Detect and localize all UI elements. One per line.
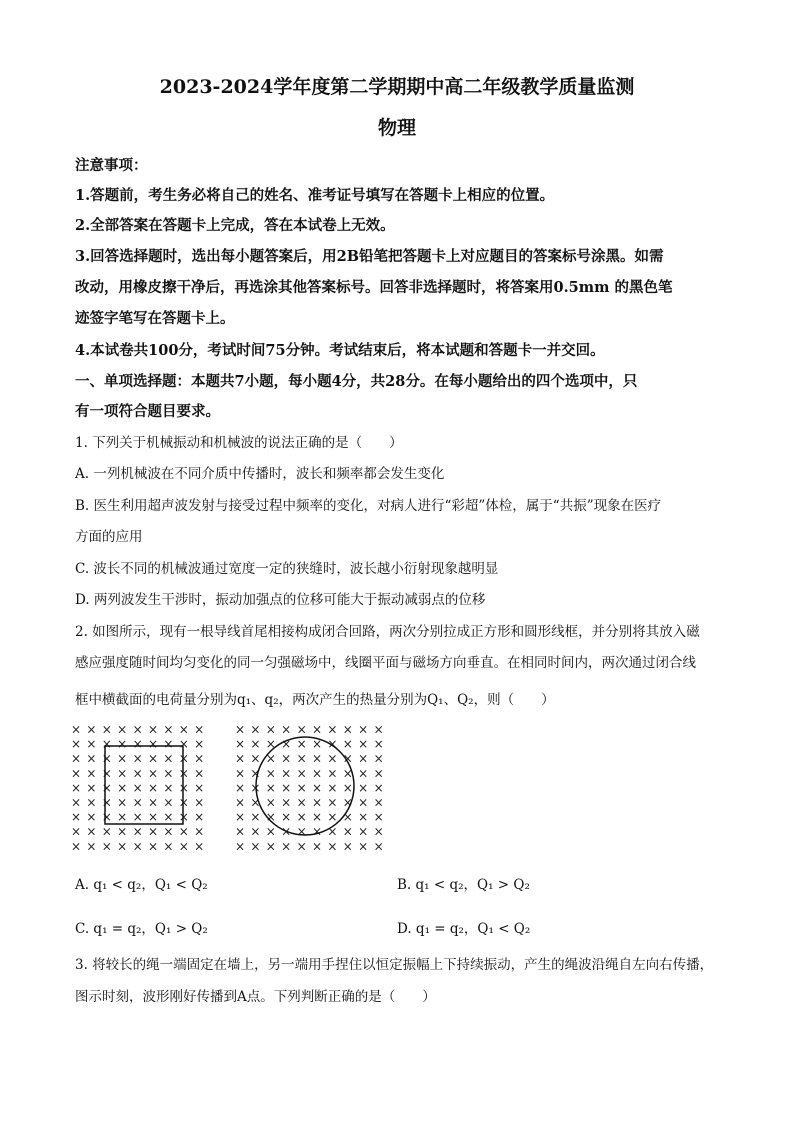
field-x-marker: × [178, 766, 189, 781]
field-x-marker: × [70, 737, 82, 752]
field-x-marker: × [265, 780, 276, 795]
field-x-marker: × [86, 839, 97, 854]
field-x-marker: × [281, 722, 292, 737]
field-x-marker: × [101, 737, 112, 752]
field-x-marker: × [373, 722, 384, 737]
field-x-marker: × [86, 780, 97, 795]
field-x-marker: × [358, 795, 369, 810]
field-x-marker: × [117, 839, 128, 854]
field-x-marker: × [178, 751, 189, 766]
field-x-marker: × [311, 824, 323, 839]
field-x-marker: × [373, 795, 384, 810]
field-x-marker: × [178, 780, 189, 795]
field-x-marker: × [117, 810, 128, 825]
field-x-marker: × [178, 722, 189, 737]
field-x-marker: × [86, 810, 97, 825]
field-x-marker: × [178, 824, 189, 839]
field-x-marker: × [178, 737, 189, 752]
q2-option-a: A. q₁ < q₂，Q₁ < Q₂ [75, 877, 208, 893]
field-x-marker: × [194, 737, 205, 752]
notice-item: 3.回答选择题时，选出每小题答案后，用2B铅笔把答题卡上对应题目的答案标号涂黑。如需 [75, 248, 664, 265]
field-x-marker: × [265, 766, 276, 781]
q1-stem: 1. 下列关于机械振动和机械波的说法正确的是（ ） [75, 435, 403, 451]
field-x-marker: × [194, 722, 205, 737]
field-x-marker: × [358, 839, 369, 854]
field-x-marker: × [311, 722, 323, 737]
field-x-marker: × [234, 824, 246, 839]
field-x-marker: × [327, 780, 338, 795]
magnetic-field-figure [66, 718, 386, 858]
field-x-marker: × [342, 722, 353, 737]
field-x-marker: × [163, 839, 174, 854]
field-x-marker: × [70, 795, 82, 810]
field-x-marker: × [342, 751, 353, 766]
q3-stem-cont: 图示时刻，波形刚好传播到A点。下列判断正确的是（ ） [75, 989, 436, 1005]
field-x-marker: × [70, 824, 82, 839]
q1-option-d: D. 两列波发生干涉时，振动加强点的位移可能大于振动减弱点的位移 [75, 592, 486, 608]
field-x-marker: × [281, 737, 292, 752]
field-x-marker: × [327, 839, 338, 854]
field-x-marker: × [147, 722, 159, 737]
field-x-marker: × [250, 810, 261, 825]
field-x-marker: × [342, 737, 353, 752]
field-x-marker: × [296, 722, 307, 737]
field-x-marker: × [311, 795, 323, 810]
field-x-marker: × [296, 810, 307, 825]
field-x-marker: × [234, 737, 246, 752]
field-x-marker: × [70, 751, 82, 766]
field-x-marker: × [250, 737, 261, 752]
field-x-marker: × [234, 751, 246, 766]
field-x-marker: × [101, 824, 112, 839]
field-x-marker: × [117, 766, 128, 781]
field-x-marker: × [234, 810, 246, 825]
field-x-marker: × [86, 737, 97, 752]
field-x-marker: × [86, 795, 97, 810]
field-x-marker: × [117, 780, 128, 795]
field-x-marker: × [265, 722, 276, 737]
field-x-marker: × [163, 737, 174, 752]
q2-stem: 2. 如图所示，现有一根导线首尾相接构成闭合回路，两次分别拉成正方形和圆形线框，并分别将其放入磁 [75, 624, 700, 640]
field-x-marker: × [296, 839, 307, 854]
field-x-marker: × [147, 810, 159, 825]
field-x-marker: × [70, 810, 82, 825]
q2-stem-cont: 感应强度随时间均匀变化的同一匀强磁场中，线圈平面与磁场方向垂直。在相同时间内，两次通过闭合线 [75, 655, 696, 671]
q1-option-b-cont: 方面的应用 [75, 529, 143, 545]
field-x-marker: × [281, 766, 292, 781]
field-x-marker: × [101, 839, 112, 854]
field-x-marker: × [132, 780, 143, 795]
field-x-marker: × [311, 839, 323, 854]
field-x-marker: × [327, 722, 338, 737]
field-x-marker: × [296, 766, 307, 781]
field-x-marker: × [296, 795, 307, 810]
field-x-marker: × [327, 737, 338, 752]
q2-option-b: B. q₁ < q₂，Q₁ > Q₂ [397, 877, 530, 893]
field-x-marker: × [342, 824, 353, 839]
field-x-marker: × [296, 751, 307, 766]
field-x-marker: × [194, 795, 205, 810]
notice-item: 1.答题前，考生务必将自己的姓名、准考证号填写在答题卡上相应的位置。 [75, 187, 555, 204]
field-x-marker: × [327, 766, 338, 781]
field-x-marker: × [311, 751, 323, 766]
field-x-marker: × [86, 766, 97, 781]
exam-title: 2023-2024学年度第二学期期中高二年级教学质量监测 [159, 76, 635, 98]
field-x-marker: × [311, 780, 323, 795]
field-x-marker: × [296, 737, 307, 752]
field-x-marker: × [86, 751, 97, 766]
field-x-marker: × [194, 810, 205, 825]
field-x-marker: × [117, 751, 128, 766]
field-x-marker: × [250, 751, 261, 766]
field-x-marker: × [250, 839, 261, 854]
q1-option-a: A. 一列机械波在不同介质中传播时，波长和频率都会发生变化 [75, 466, 445, 482]
field-x-marker: × [311, 737, 323, 752]
field-x-marker: × [281, 780, 292, 795]
field-x-marker: × [178, 810, 189, 825]
field-x-marker: × [117, 824, 128, 839]
section-heading: 一、单项选择题：本题共7小题，每小题4分，共28分。在每小题给出的四个选项中，只 [75, 373, 638, 390]
field-x-marker: × [147, 795, 159, 810]
field-x-marker: × [70, 722, 82, 737]
q3-stem: 3. 将较长的绳一端固定在墙上，另一端用手捏住以恒定振幅上下持续振动，产生的绳波沿绳自左向右传播， [75, 957, 714, 973]
field-x-marker: × [373, 751, 384, 766]
field-x-marker: × [250, 795, 261, 810]
field-x-marker: × [101, 795, 112, 810]
field-x-marker: × [117, 722, 128, 737]
field-x-marker: × [163, 824, 174, 839]
field-x-marker: × [132, 751, 143, 766]
field-x-marker: × [234, 795, 246, 810]
field-x-marker: × [70, 780, 82, 795]
field-x-marker: × [178, 839, 189, 854]
field-x-marker: × [101, 722, 112, 737]
field-x-marker: × [281, 810, 292, 825]
field-x-marker: × [327, 751, 338, 766]
section-heading-cont: 有一项符合题目要求。 [75, 403, 220, 420]
field-x-marker: × [234, 839, 246, 854]
field-x-marker: × [358, 722, 369, 737]
field-x-marker: × [234, 722, 246, 737]
field-x-marker: × [163, 722, 174, 737]
field-x-marker: × [101, 751, 112, 766]
field-x-marker: × [342, 810, 353, 825]
field-x-marker: × [342, 795, 353, 810]
field-x-marker: × [194, 766, 205, 781]
q1-option-c: C. 波长不同的机械波通过宽度一定的狭缝时，波长越小衍射现象越明显 [75, 561, 499, 577]
field-x-marker: × [373, 766, 384, 781]
field-grid-left [71, 723, 204, 854]
field-x-marker: × [163, 766, 174, 781]
field-x-marker: × [194, 824, 205, 839]
field-x-marker: × [250, 824, 261, 839]
notice-item: 4.本试卷共100分，考试时间75分钟。考试结束后，将本试题和答题卡一并交回。 [75, 342, 605, 359]
field-x-marker: × [147, 766, 159, 781]
field-x-marker: × [194, 839, 205, 854]
field-x-marker: × [250, 722, 261, 737]
field-x-marker: × [117, 737, 128, 752]
field-x-marker: × [147, 839, 159, 854]
field-x-marker: × [132, 766, 143, 781]
field-x-marker: × [70, 766, 82, 781]
notice-item: 迹签字笔写在答题卡上。 [75, 310, 235, 327]
field-x-marker: × [358, 780, 369, 795]
field-x-marker: × [132, 737, 143, 752]
field-x-marker: × [132, 722, 143, 737]
notice-item: 2.全部答案在答题卡上完成，答在本试卷上无效。 [75, 217, 395, 234]
field-x-marker: × [234, 780, 246, 795]
q2-option-d: D. q₁ = q₂，Q₁ < Q₂ [397, 921, 531, 937]
field-x-marker: × [265, 810, 276, 825]
field-x-marker: × [250, 766, 261, 781]
field-x-marker: × [147, 780, 159, 795]
field-x-marker: × [265, 824, 276, 839]
field-x-marker: × [265, 751, 276, 766]
field-x-marker: × [117, 795, 128, 810]
q2-option-c: C. q₁ = q₂，Q₁ > Q₂ [75, 921, 208, 937]
field-grid-right [235, 723, 384, 854]
q1-option-b: B. 医生利用超声波发射与接受过程中频率的变化，对病人进行“彩超”体检，属于“共振”现象在医疗 [75, 498, 662, 514]
field-x-marker: × [194, 780, 205, 795]
field-x-marker: × [86, 722, 97, 737]
field-x-marker: × [147, 737, 159, 752]
field-x-marker: × [147, 751, 159, 766]
field-x-marker: × [373, 780, 384, 795]
field-x-marker: × [281, 795, 292, 810]
field-x-marker: × [373, 810, 384, 825]
notice-heading: 注意事项： [75, 157, 148, 174]
field-x-marker: × [163, 810, 174, 825]
field-x-marker: × [132, 810, 143, 825]
subject-title: 物理 [377, 117, 416, 139]
field-x-marker: × [234, 766, 246, 781]
field-x-marker: × [358, 751, 369, 766]
q2-stem-cont: 框中横截面的电荷量分别为q₁、q₂，两次产生的热量分别为Q₁、Q₂，则（ ） [75, 692, 555, 708]
field-x-marker: × [342, 780, 353, 795]
field-x-marker: × [281, 839, 292, 854]
field-x-marker: × [327, 795, 338, 810]
field-x-marker: × [163, 780, 174, 795]
field-x-marker: × [342, 839, 353, 854]
notice-item: 改动，用橡皮擦干净后，再选涂其他答案标号。回答非选择题时，将答案用0.5mm 的黑色笔 [75, 279, 673, 296]
field-x-marker: × [281, 824, 292, 839]
field-x-marker: × [296, 780, 307, 795]
field-x-marker: × [70, 839, 82, 854]
field-x-marker: × [163, 751, 174, 766]
field-x-marker: × [265, 839, 276, 854]
field-x-marker: × [194, 751, 205, 766]
field-x-marker: × [132, 839, 143, 854]
field-x-marker: × [358, 824, 369, 839]
field-x-marker: × [311, 810, 323, 825]
field-x-marker: × [358, 766, 369, 781]
field-x-marker: × [327, 810, 338, 825]
field-x-marker: × [101, 766, 112, 781]
field-x-marker: × [265, 795, 276, 810]
field-x-marker: × [163, 795, 174, 810]
field-x-marker: × [86, 824, 97, 839]
field-x-marker: × [311, 766, 323, 781]
field-x-marker: × [358, 737, 369, 752]
field-x-marker: × [296, 824, 307, 839]
field-x-marker: × [327, 824, 338, 839]
field-x-marker: × [373, 824, 384, 839]
field-x-marker: × [147, 824, 159, 839]
field-x-marker: × [342, 766, 353, 781]
field-x-marker: × [373, 737, 384, 752]
field-x-marker: × [101, 780, 112, 795]
field-x-marker: × [281, 751, 292, 766]
field-x-marker: × [358, 810, 369, 825]
field-x-marker: × [101, 810, 112, 825]
field-x-marker: × [265, 737, 276, 752]
field-x-marker: × [132, 795, 143, 810]
field-x-marker: × [373, 839, 384, 854]
field-x-marker: × [250, 780, 261, 795]
field-x-marker: × [178, 795, 189, 810]
field-x-marker: × [132, 824, 143, 839]
